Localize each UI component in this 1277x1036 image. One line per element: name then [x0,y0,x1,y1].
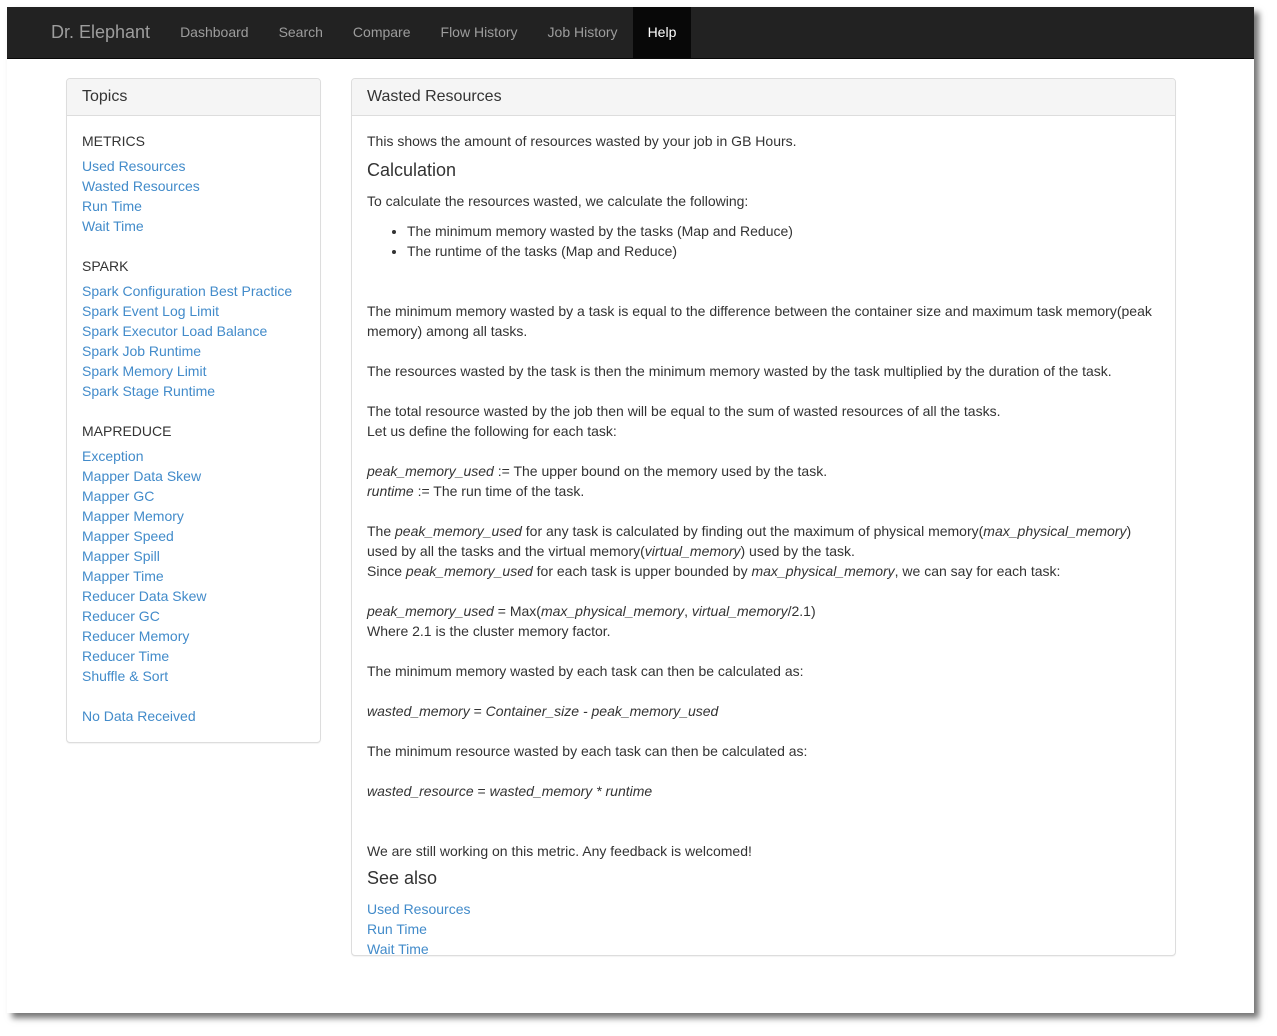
spark-section-title: SPARK [82,258,129,274]
nav-job-history[interactable]: Job History [547,24,618,40]
paragraph-feedback: We are still working on this metric. Any feedback is welcomed! [367,843,752,859]
paragraph-peak-memory-calc: The peak_memory_used for any task is calculated by finding out the maximum of physical memory(max_physical_memory) used by all the tasks and the virtual memory(virtual_memory) used by the task. [367,523,1132,559]
metrics-section-title: METRICS [82,133,145,149]
nav-help[interactable]: Help [633,7,692,58]
topic-spark-config[interactable]: Spark Configuration Best Practice [82,283,293,299]
mapreduce-group [82,421,305,686]
paragraph-min-resource-calc: The minimum resource wasted by each task can then be calculated as: [367,743,808,759]
topics-heading: Topics [67,79,320,116]
formula-peak-memory: peak_memory_used = Max(max_physical_memory, virtual_memory/2.1) [367,603,816,619]
topic-wasted-resources[interactable]: Wasted Resources [82,178,200,194]
definition-peak-memory: peak_memory_used := The upper bound on the memory used by the task. [367,463,828,479]
topic-shuffle-sort[interactable]: Shuffle & Sort [82,668,169,684]
nav-compare[interactable]: Compare [352,24,411,40]
paragraph-total-resource: The total resource wasted by the job then will be equal to the sum of wasted resources of all the tasks. [367,403,1001,419]
topic-mapper-memory[interactable]: Mapper Memory [82,508,184,524]
see-also-run-time[interactable]: Run Time [367,921,427,937]
topic-wait-time[interactable]: Wait Time [82,218,144,234]
topic-mapper-speed[interactable]: Mapper Speed [82,528,174,544]
paragraph-define: Let us define the following for each task: [367,423,617,439]
spark-group [82,256,305,401]
topic-spark-executor-balance[interactable]: Spark Executor Load Balance [82,323,268,339]
topic-reducer-memory[interactable]: Reducer Memory [82,628,190,644]
definition-runtime: runtime := The run time of the task. [367,483,585,499]
metrics-group [82,131,305,236]
calc-intro-text: To calculate the resources wasted, we calculate the following: [367,193,749,209]
calculation-heading: Calculation [367,160,457,180]
content-panel [351,78,1176,956]
paragraph-min-memory-calc: The minimum memory wasted by each task can then be calculated as: [367,663,804,679]
paragraph-resources-wasted: The resources wasted by the task is then the minimum memory wasted by the task multiplied by the duration of the task. [367,363,1112,379]
see-also-wait-time[interactable]: Wait Time [367,941,429,957]
nav-dashboard[interactable]: Dashboard [180,24,249,40]
topic-reducer-data-skew[interactable]: Reducer Data Skew [82,588,207,604]
see-also-heading: See also [367,868,438,888]
topic-mapper-time[interactable]: Mapper Time [82,568,164,584]
formula-wasted-memory: wasted_memory = Container_size - peak_memory_used [367,703,719,719]
see-also-used-resources[interactable]: Used Resources [367,901,471,917]
paragraph-min-memory: The minimum memory wasted by a task is equal to the difference between the container size and maximum task memory(peak memory) among all tasks. [367,303,1152,339]
brand-link[interactable]: Dr. Elephant [51,22,151,42]
topic-used-resources[interactable]: Used Resources [82,158,186,174]
nav-search[interactable]: Search [278,24,323,40]
topics-panel [66,78,321,743]
topic-mapper-gc[interactable]: Mapper GC [82,488,155,504]
list-item: • The runtime of the tasks (Map and Reduce) [407,241,1160,261]
topic-spark-event-log[interactable]: Spark Event Log Limit [82,303,219,319]
paragraph-upper-bound: Since peak_memory_used for each task is upper bounded by max_physical_memory, we can say for each task: [367,563,1061,579]
topic-reducer-gc[interactable]: Reducer GC [82,608,160,624]
mapreduce-section-title: MAPREDUCE [82,423,172,439]
topic-mapper-data-skew[interactable]: Mapper Data Skew [82,468,202,484]
topic-run-time[interactable]: Run Time [82,198,142,214]
formula-wasted-resource: wasted_resource = wasted_memory * runtime [367,783,653,799]
content-heading: Wasted Resources [352,79,1175,116]
intro-text: This shows the amount of resources wasted by your job in GB Hours. [367,133,797,149]
topic-spark-job-runtime[interactable]: Spark Job Runtime [82,343,202,359]
paragraph-memory-factor: Where 2.1 is the cluster memory factor. [367,623,611,639]
topic-reducer-time[interactable]: Reducer Time [82,648,170,664]
browser-window [7,7,1254,1013]
topic-no-data-received[interactable]: No Data Received [82,708,196,724]
topic-mapper-spill[interactable]: Mapper Spill [82,548,160,564]
topic-spark-memory-limit[interactable]: Spark Memory Limit [82,363,207,379]
nav-flow-history[interactable]: Flow History [440,24,518,40]
calc-list [367,221,1160,261]
top-navbar [7,7,1254,59]
list-item: • The minimum memory wasted by the tasks (Map and Reduce) [407,221,1160,241]
topic-exception[interactable]: Exception [82,448,144,464]
topic-spark-stage-runtime[interactable]: Spark Stage Runtime [82,383,216,399]
